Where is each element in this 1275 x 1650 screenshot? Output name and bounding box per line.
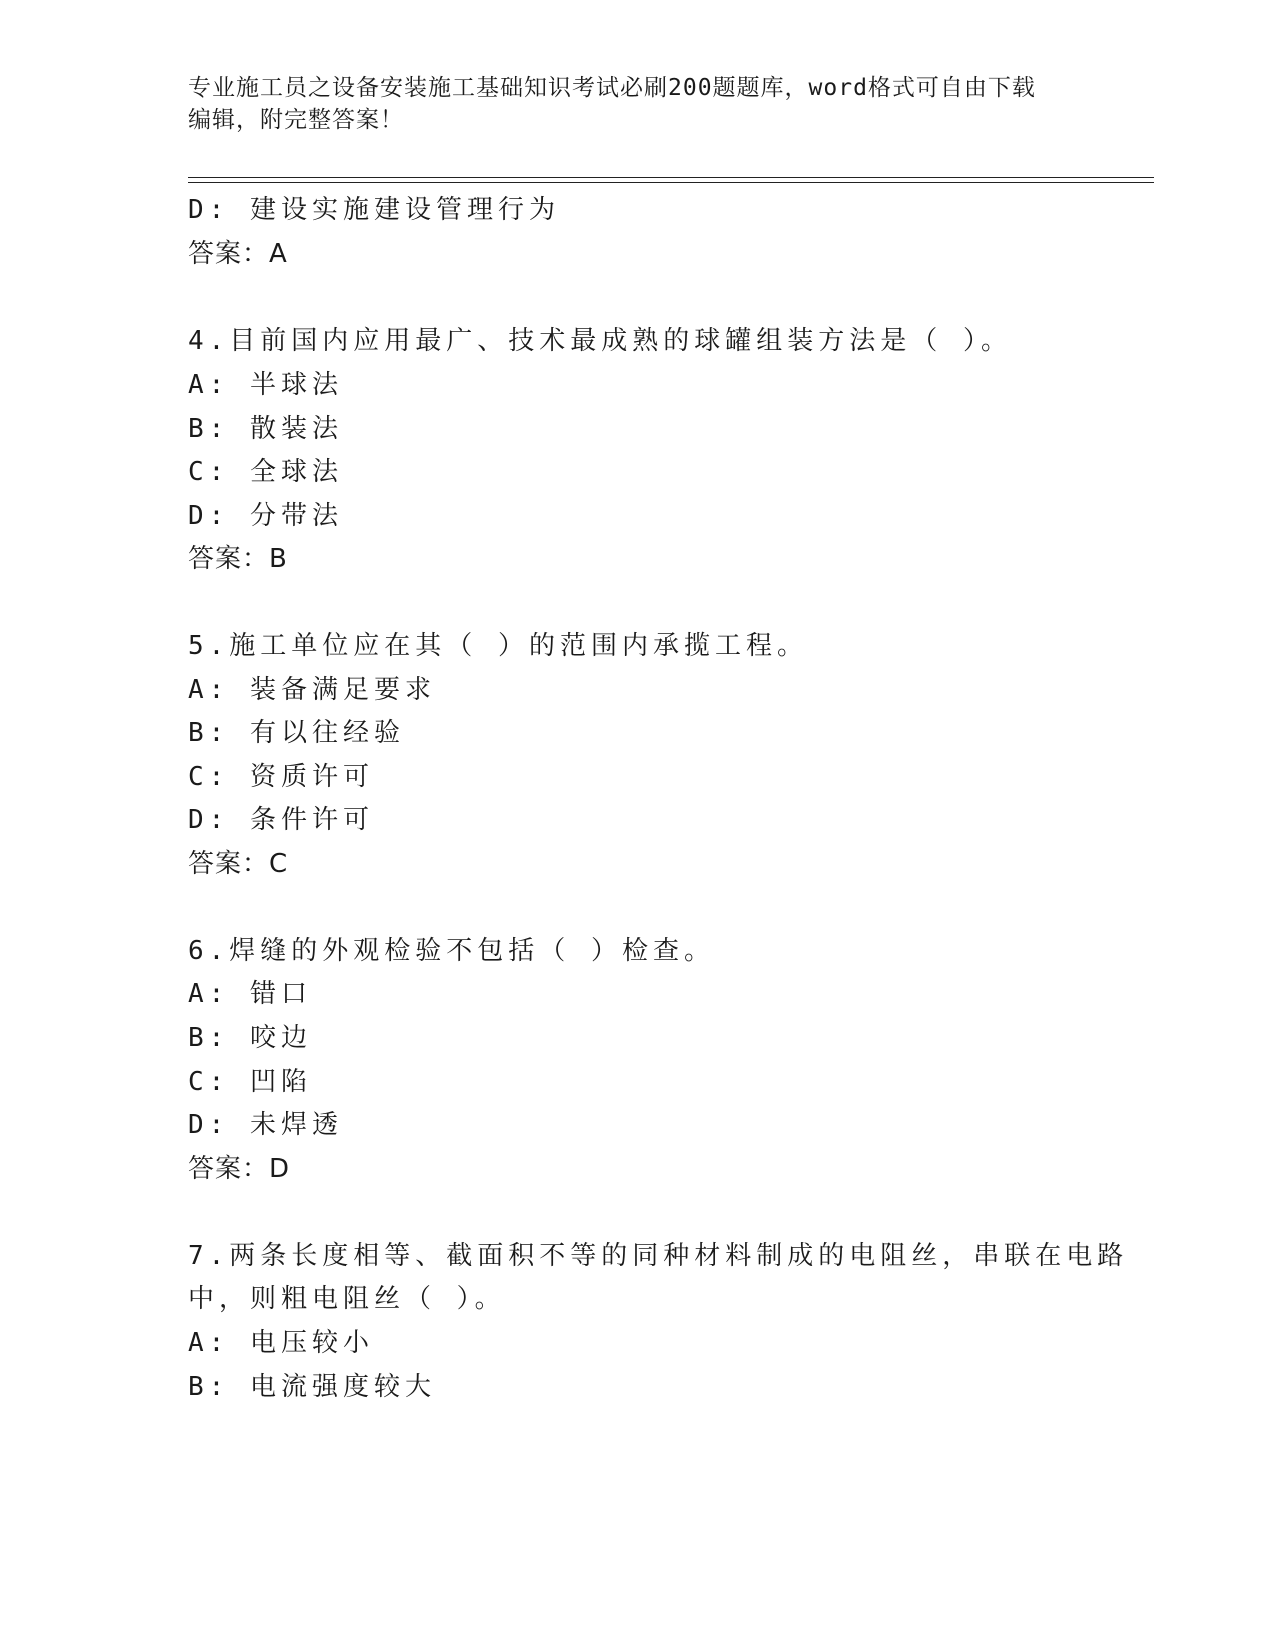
q6-question: 6.焊缝的外观检验不包括（ ）检查。 bbox=[188, 936, 715, 966]
q6-option-c: C: 凹陷 bbox=[188, 1067, 312, 1097]
q5-option-a: A: 装备满足要求 bbox=[188, 675, 436, 705]
header-title-line-1: 专业施工员之设备安装施工基础知识考试必刷200题题库，word格式可自由下载 bbox=[188, 75, 1036, 101]
document-header bbox=[188, 72, 1088, 136]
q3-option-d: D: 建设实施建设管理行为 bbox=[188, 195, 560, 225]
q4-answer: 答案：B bbox=[188, 544, 288, 574]
header-divider-bottom bbox=[188, 182, 1154, 183]
q5-option-c: C: 资质许可 bbox=[188, 762, 374, 792]
q4-question: 4.目前国内应用最广、技术最成熟的球罐组装方法是（ ）。 bbox=[188, 326, 1012, 356]
q4-option-b: B: 散装法 bbox=[188, 414, 343, 444]
q5-question: 5.施工单位应在其（ ）的范围内承揽工程。 bbox=[188, 631, 808, 661]
q7-question-line-1: 7.两条长度相等、截面积不等的同种材料制成的电阻丝，串联在电路 bbox=[188, 1241, 1129, 1271]
q7-option-b: B: 电流强度较大 bbox=[188, 1372, 436, 1402]
q6-option-a: A: 错口 bbox=[188, 979, 312, 1009]
header-title-line-2: 编辑，附完整答案！ bbox=[188, 107, 404, 133]
q7-option-a: A: 电压较小 bbox=[188, 1328, 374, 1358]
q7-question-line-2: 中，则粗电阻丝（ ）。 bbox=[188, 1284, 506, 1314]
q6-option-b: B: 咬边 bbox=[188, 1023, 312, 1053]
q5-option-b: B: 有以往经验 bbox=[188, 718, 405, 748]
q3-answer: 答案：A bbox=[188, 239, 288, 269]
header-divider-top bbox=[188, 177, 1154, 178]
q5-answer: 答案：C bbox=[188, 849, 289, 879]
q4-option-c: C: 全球法 bbox=[188, 457, 343, 487]
q5-option-d: D: 条件许可 bbox=[188, 805, 374, 835]
q6-option-d: D: 未焊透 bbox=[188, 1110, 343, 1140]
q4-option-a: A: 半球法 bbox=[188, 370, 343, 400]
q6-answer: 答案：D bbox=[188, 1154, 291, 1184]
q4-option-d: D: 分带法 bbox=[188, 501, 343, 531]
